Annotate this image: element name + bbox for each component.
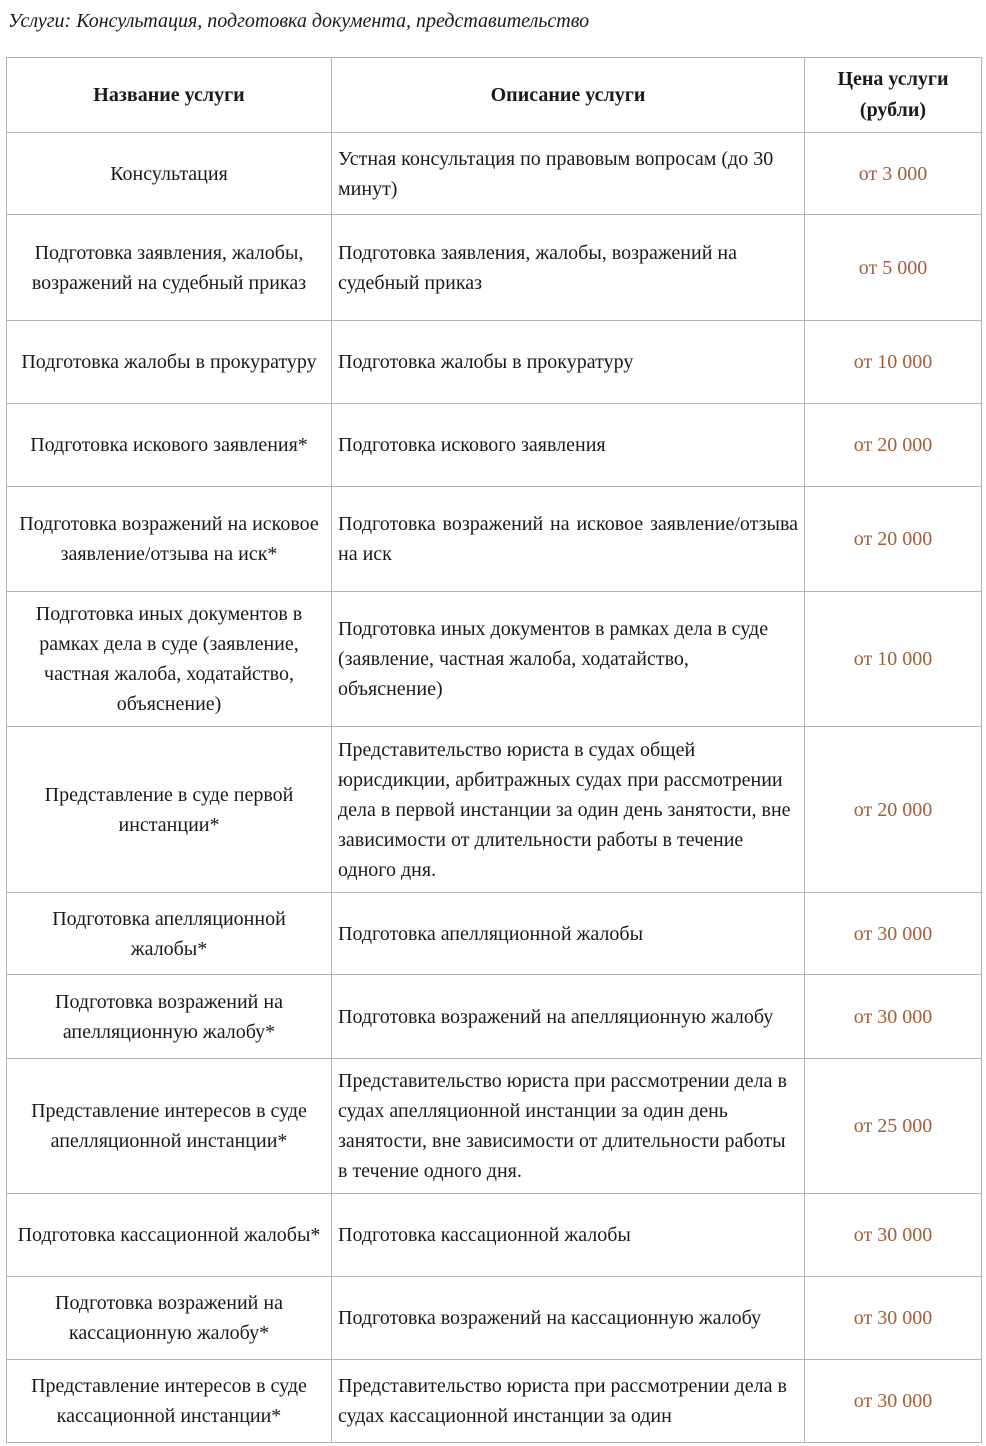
service-price-cell: от 30 000 bbox=[805, 893, 982, 975]
table-row bbox=[7, 133, 982, 215]
service-name-cell: Подготовка кассационной жалобы* bbox=[7, 1194, 332, 1277]
service-price-cell: от 30 000 bbox=[805, 1194, 982, 1277]
table-header-row bbox=[7, 58, 982, 133]
page-caption: Услуги: Консультация, подготовка документа, представительство bbox=[8, 10, 590, 32]
service-description-cell: Устная консультация по правовым вопросам (до 30 минут) bbox=[332, 133, 805, 215]
table-row bbox=[7, 321, 982, 404]
table-row bbox=[7, 727, 982, 893]
table-row bbox=[7, 215, 982, 321]
header-service-name: Название услуги bbox=[7, 58, 332, 133]
service-description-cell: Подготовка заявления, жалобы, возражений на судебный приказ bbox=[332, 215, 805, 321]
table-row bbox=[7, 404, 982, 487]
table-row bbox=[7, 1360, 982, 1443]
table-row bbox=[7, 1059, 982, 1194]
services-price-table bbox=[6, 57, 982, 1443]
service-description-cell: Подготовка искового заявления bbox=[332, 404, 805, 487]
service-name-cell: Подготовка жалобы в прокуратуру bbox=[7, 321, 332, 404]
service-description-cell: Подготовка возражений на апелляционную жалобу bbox=[332, 975, 805, 1059]
table-row bbox=[7, 975, 982, 1059]
service-price-cell: от 5 000 bbox=[805, 215, 982, 321]
service-description-cell: Подготовка апелляционной жалобы bbox=[332, 893, 805, 975]
service-description-cell: Представительство юриста при рассмотрении дела в судах кассационной инстанции за один bbox=[332, 1360, 805, 1443]
service-description-cell: Подготовка кассационной жалобы bbox=[332, 1194, 805, 1277]
header-service-price: Цена услуги (рубли) bbox=[805, 58, 982, 133]
service-price-cell: от 20 000 bbox=[805, 404, 982, 487]
table-row bbox=[7, 1277, 982, 1360]
service-name-cell: Подготовка возражений на апелляционную жалобу* bbox=[7, 975, 332, 1059]
service-name-cell: Подготовка возражений на исковое заявление/отзыва на иск* bbox=[7, 487, 332, 592]
service-price-cell: от 30 000 bbox=[805, 1360, 982, 1443]
service-price-cell: от 30 000 bbox=[805, 1277, 982, 1360]
service-name-cell: Подготовка заявления, жалобы, возражений на судебный приказ bbox=[7, 215, 332, 321]
table-row bbox=[7, 893, 982, 975]
service-name-cell: Подготовка возражений на кассационную жалобу* bbox=[7, 1277, 332, 1360]
table-row bbox=[7, 592, 982, 727]
service-description-cell: Представительство юриста при рассмотрении дела в судах апелляционной инстанции за один день занятости, вне зависимости от длительности работы в течение одного дня. bbox=[332, 1059, 805, 1194]
header-service-description: Описание услуги bbox=[332, 58, 805, 133]
service-price-cell: от 20 000 bbox=[805, 727, 982, 893]
service-name-cell: Подготовка апелляционной жалобы* bbox=[7, 893, 332, 975]
service-name-cell: Консультация bbox=[7, 133, 332, 215]
table-row bbox=[7, 487, 982, 592]
service-name-cell: Подготовка иных документов в рамках дела в суде (заявление, частная жалоба, ходатайство, объяснение) bbox=[7, 592, 332, 727]
service-description-cell: Подготовка возражений на исковое заявление/отзыва на иск bbox=[332, 487, 805, 592]
service-description-cell: Представительство юриста в судах общей юрисдикции, арбитражных судах при рассмотрении дела в первой инстанции за один день занятости, вне зависимости от длительности работы в течение одного дня. bbox=[332, 727, 805, 893]
service-price-cell: от 30 000 bbox=[805, 975, 982, 1059]
service-name-cell: Представление в суде первой инстанции* bbox=[7, 727, 332, 893]
service-price-cell: от 10 000 bbox=[805, 321, 982, 404]
service-price-cell: от 3 000 bbox=[805, 133, 982, 215]
service-price-cell: от 25 000 bbox=[805, 1059, 982, 1194]
table-row bbox=[7, 1194, 982, 1277]
service-name-cell: Представление интересов в суде кассационной инстанции* bbox=[7, 1360, 332, 1443]
service-description-cell: Подготовка жалобы в прокуратуру bbox=[332, 321, 805, 404]
service-name-cell: Подготовка искового заявления* bbox=[7, 404, 332, 487]
service-price-cell: от 10 000 bbox=[805, 592, 982, 727]
service-description-cell: Подготовка иных документов в рамках дела в суде (заявление, частная жалоба, ходатайство, объяснение) bbox=[332, 592, 805, 727]
service-description-cell: Подготовка возражений на кассационную жалобу bbox=[332, 1277, 805, 1360]
service-price-cell: от 20 000 bbox=[805, 487, 982, 592]
service-name-cell: Представление интересов в суде апелляционной инстанции* bbox=[7, 1059, 332, 1194]
